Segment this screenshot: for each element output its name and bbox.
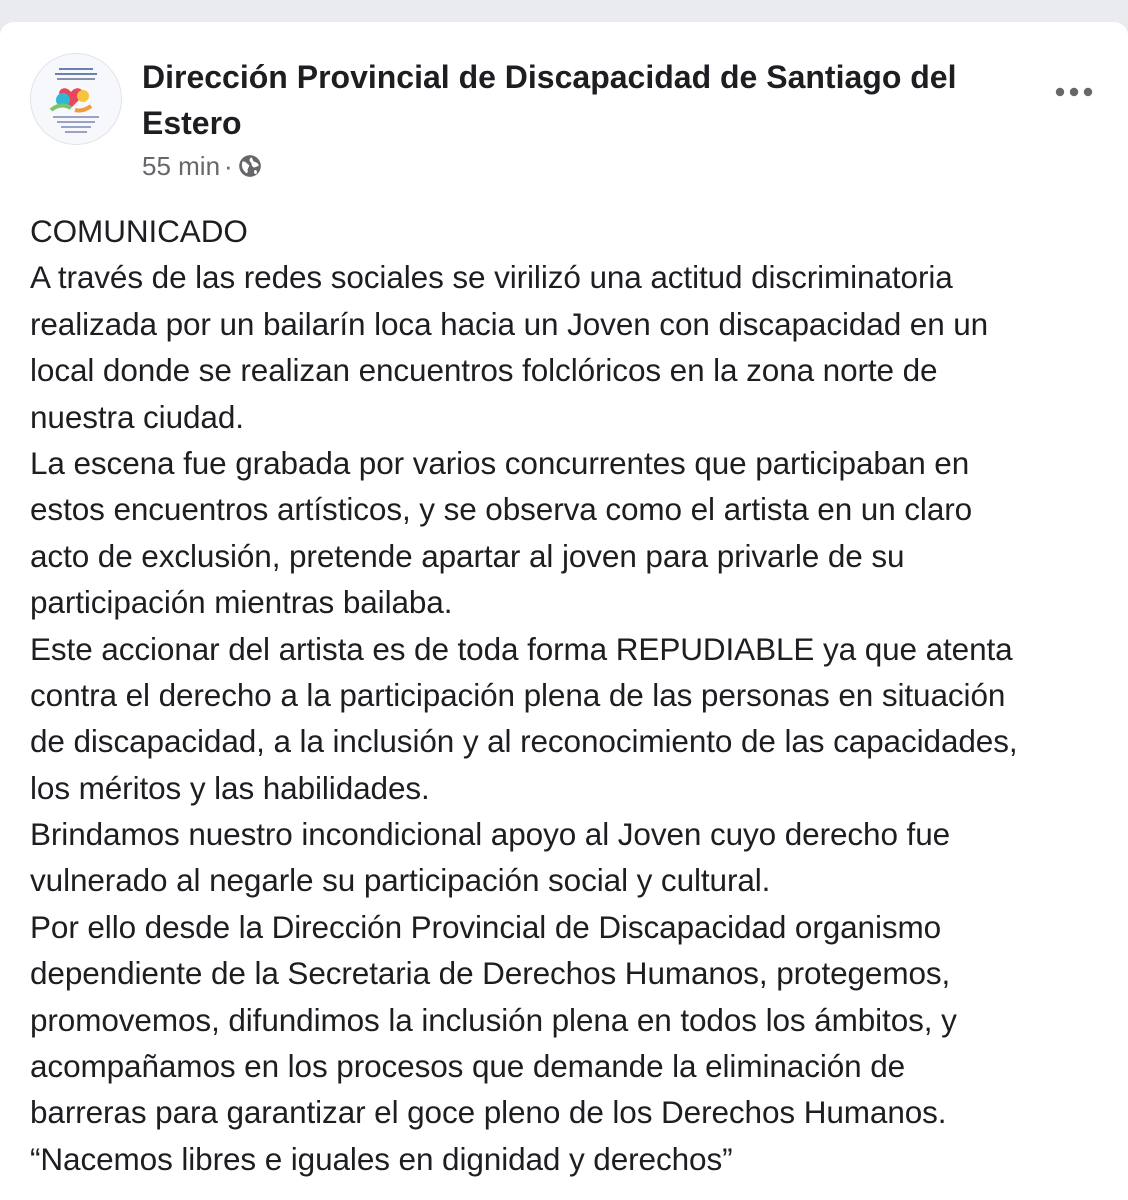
post-text-line: estos encuentros artísticos, y se observa como el artista en un claro (30, 491, 973, 528)
post-text-line: acompañamos en los procesos que demande la eliminación de (30, 1048, 906, 1085)
post-text-line: local donde se realizan encuentros folclóricos en la zona norte de (30, 352, 938, 389)
post-header (0, 22, 1128, 192)
post-text-line: de discapacidad, a la inclusión y al reconocimiento de las capacidades, (30, 723, 1018, 760)
post-text-line: realizada por un bailarín loca hacia un Joven con discapacidad en un (30, 305, 989, 342)
more-dots-icon (1054, 86, 1094, 98)
post-text-line: promovemos, difundimos la inclusión plena en todos los ámbitos, y (30, 1001, 957, 1038)
post-timestamp[interactable]: 55 min (142, 150, 221, 181)
post-text-line: acto de exclusión, pretende apartar al joven para privarle de su (30, 537, 905, 574)
post-text-line: La escena fue grabada por varios concurrentes que participaban en (30, 444, 970, 481)
post-text-line: COMUNICADO (30, 213, 248, 249)
more-options-button[interactable] (1050, 72, 1098, 112)
post-text-line: nuestra ciudad. (30, 398, 244, 435)
post-text-line: barreras para garantizar el goce pleno de los Derechos Humanos. (30, 1094, 947, 1131)
post-text-line: participación mientras bailaba. (30, 584, 453, 621)
post-text-line: dependiente de la Secretaria de Derechos Humanos, protegemos, (30, 955, 951, 992)
post-card (0, 22, 1128, 1200)
meta-separator: · (224, 150, 233, 181)
post-text-line: A través de las redes sociales se virilizó una actitud discriminatoria (30, 259, 953, 296)
post-text-line: “Nacemos libres e iguales en dignidad y derechos” (30, 1140, 733, 1177)
post-text-line: contra el derecho a la participación plena de las personas en situación (30, 676, 1006, 713)
page-logo-icon (31, 54, 121, 144)
globe-icon[interactable] (237, 153, 263, 179)
post-text-line: Por ello desde la Dirección Provincial de Discapacidad organismo (30, 908, 942, 945)
page-avatar[interactable] (30, 53, 122, 145)
post-text-line: los méritos y las habilidades. (30, 769, 430, 806)
post-meta (142, 148, 263, 184)
page-name-link[interactable]: Dirección Provincial de Discapacidad de Santiago del Estero (142, 59, 957, 141)
post-text-line: vulnerado al negarle su participación social y cultural. (30, 862, 771, 899)
post-text-line: Brindamos nuestro incondicional apoyo al Joven cuyo derecho fue (30, 816, 951, 853)
post-text (30, 208, 1122, 1182)
post-text-line: Este accionar del artista es de toda forma REPUDIABLE ya que atenta (30, 630, 1013, 667)
